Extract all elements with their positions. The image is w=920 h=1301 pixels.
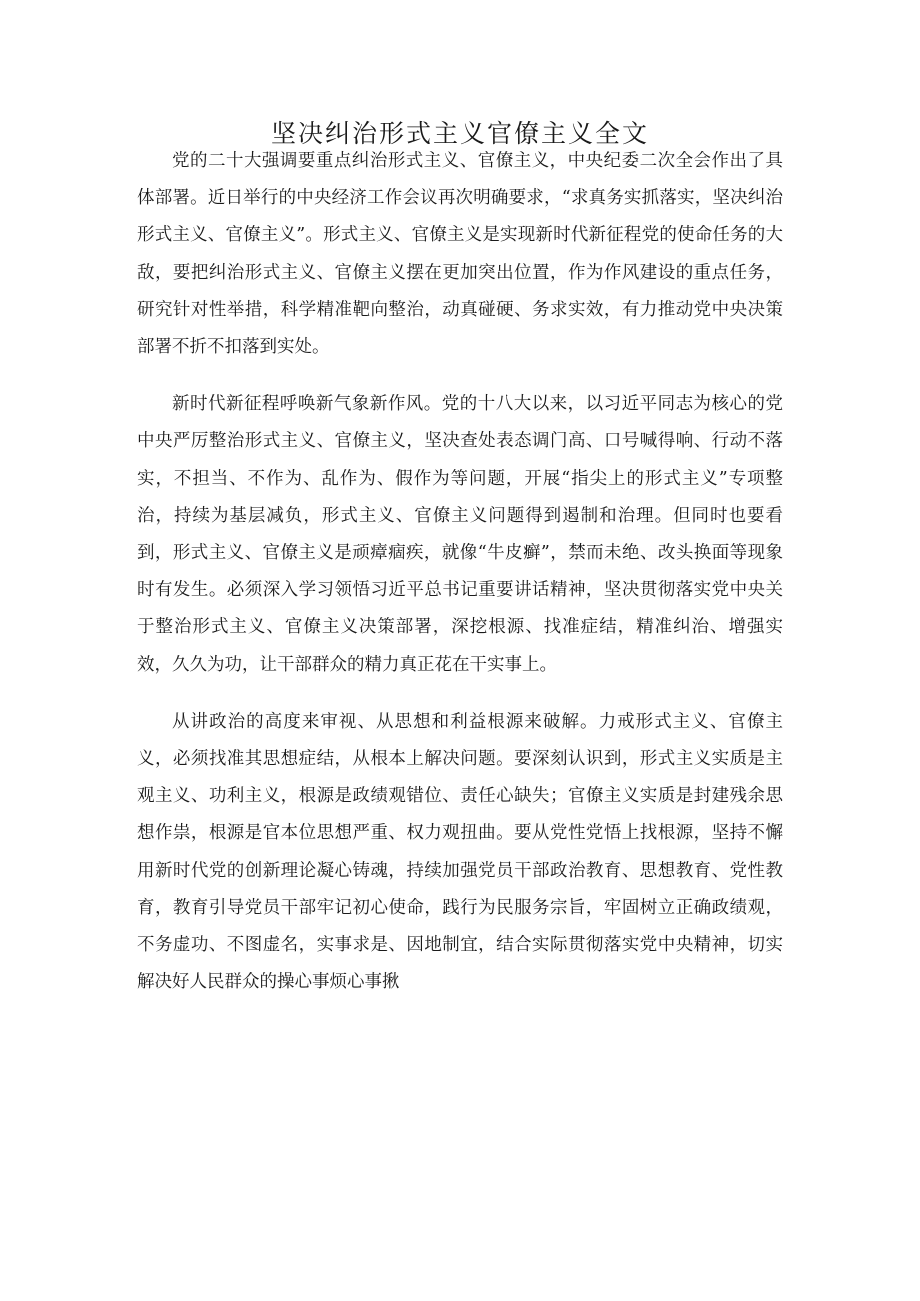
- paragraph-1: 党的二十大强调要重点纠治形式主义、官僚主义，中央纪委二次全会作出了具体部署。近日举行的中央经济工作会议再次明确要求，“求真务实抓落实，坚决纠治形式主义、官僚主义”。形式主义、官僚主义是实现新时代新征程党的使命任务的大敌，要把纠治形式主义、官僚主义摆在更加突出位置，作为作风建设的重点任务，研究针对性举措，科学精准靶向整治，动真碰硬、务求实效，有力推动党中央决策部署不折不扣落到实处。: [137, 151, 783, 358]
- paragraph-2: 新时代新征程呼唤新气象新作风。党的十八大以来，以习近平同志为核心的党中央严厉整治形式主义、官僚主义，坚决查处表态调门高、口号喊得响、行动不落实，不担当、不作为、乱作为、假作为等问题，开展“指尖上的形式主义”专项整治，持续为基层减负，形式主义、官僚主义问题得到遏制和治理。但同时也要看到，形式主义、官僚主义是顽瘴痼疾，就像“牛皮癣”，禁而未绝、改头换面等现象时有发生。必须深入学习领悟习近平总书记重要讲话精神，坚决贯彻落实党中央关于整治形式主义、官僚主义决策部署，深挖根源、找准症结，精准纠治、增强实效，久久为功，让干部群众的精力真正花在干实事上。: [137, 394, 783, 675]
- document-title: 坚决纠治形式主义官僚主义全文: [270, 119, 649, 148]
- paragraph-3: 从讲政治的高度来审视、从思想和利益根源来破解。力戒形式主义、官僚主义，必须找准其思想症结，从根本上解决问题。要深刻认识到，形式主义实质是主观主义、功利主义，根源是政绩观错位、责任心缺失；官僚主义实质是封建残余思想作祟，根源是官本位思想严重、权力观扭曲。要从党性党悟上找根源，坚持不懈用新时代党的创新理论凝心铸魂，持续加强党员干部政治教育、思想教育、党性教育，教育引导党员干部牢记初心使命，践行为民服务宗旨，牢固树立正确政绩观，不务虚功、不图虚名，实事求是、因地制宜，结合实际贯彻落实党中央精神，切实解决好人民群众的操心事烦心事揪: [137, 711, 783, 993]
- document-body: [137, 143, 783, 1001]
